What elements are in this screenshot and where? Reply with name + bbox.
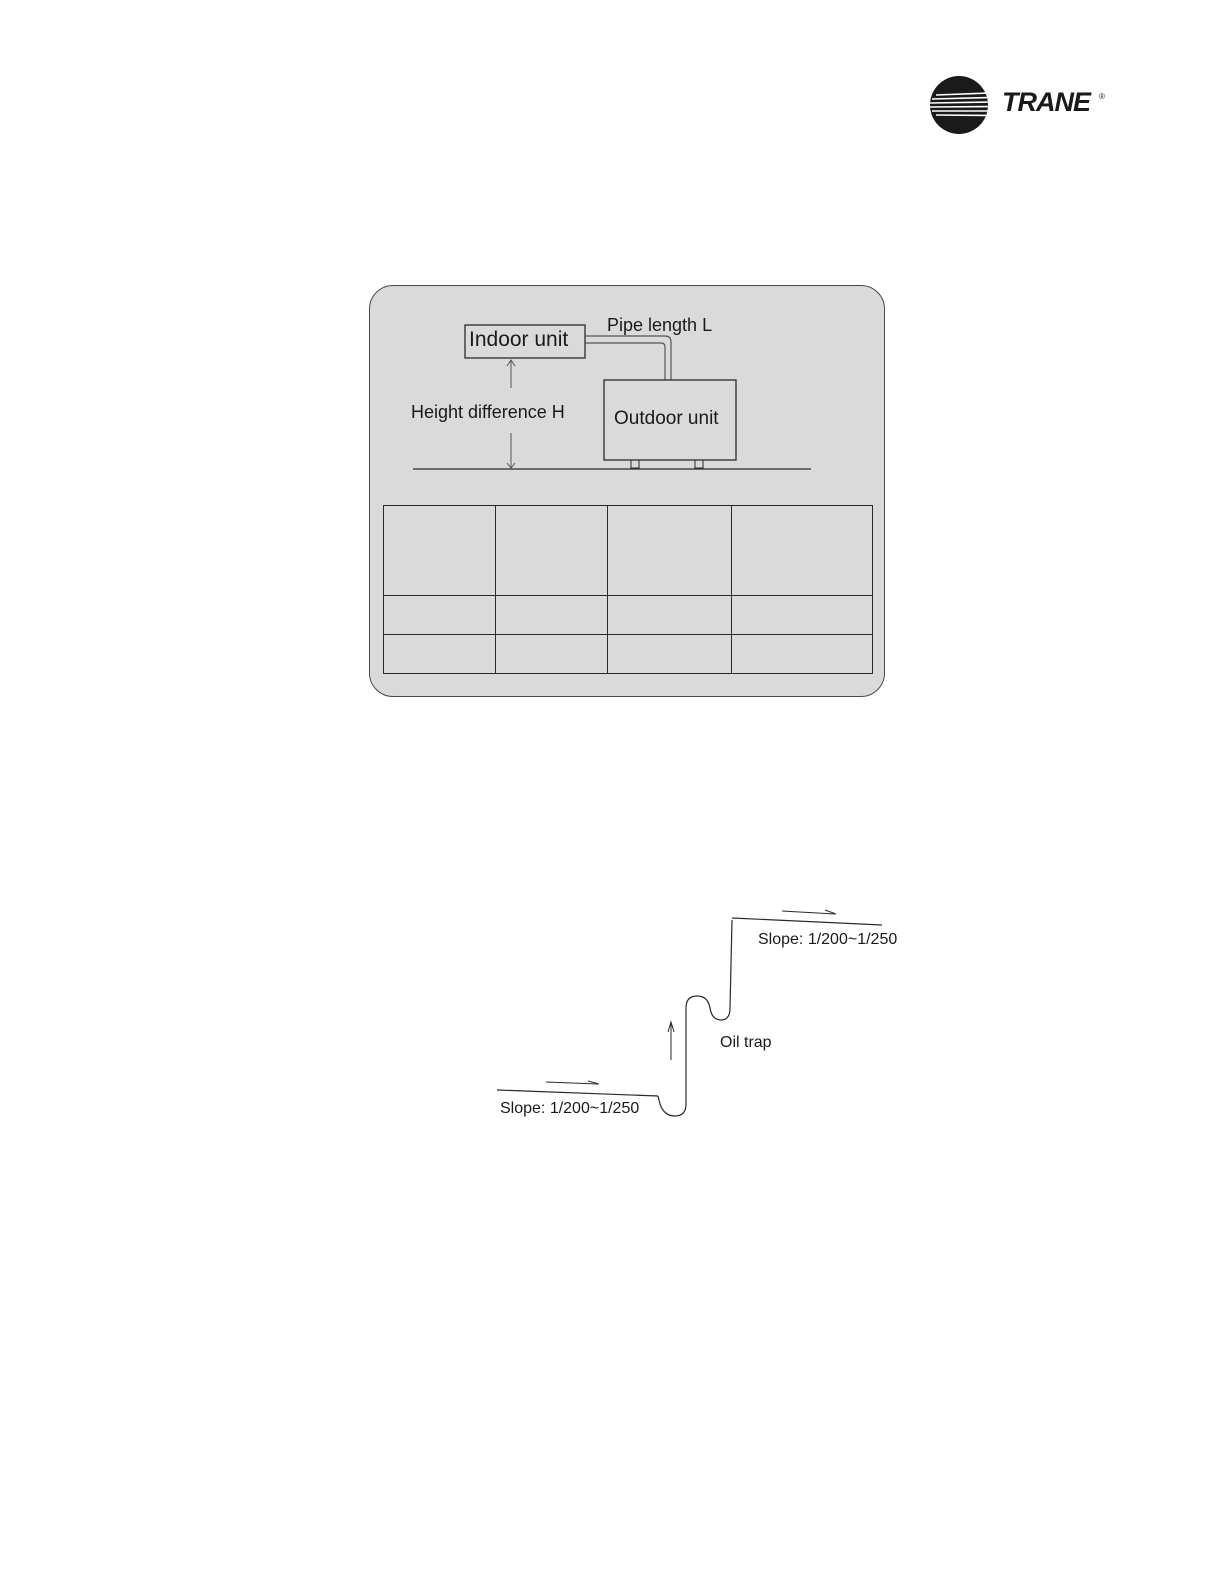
table-header-row (384, 506, 873, 596)
oil-trap-label: Oil trap (720, 1034, 772, 1051)
upper-flow-arrow (782, 911, 835, 914)
table-cell (608, 635, 732, 674)
table-row (384, 635, 873, 674)
table-cell (496, 596, 608, 635)
lower-flow-arrow (546, 1082, 598, 1084)
registered-mark: ® (1099, 92, 1105, 101)
outdoor-unit-foot-right (695, 460, 703, 468)
lower-slope-pipe (497, 1090, 658, 1096)
table-header-cell (496, 506, 608, 596)
table-cell (496, 635, 608, 674)
table-header-cell (732, 506, 873, 596)
table-header-cell (384, 506, 496, 596)
table-cell (732, 596, 873, 635)
table-cell (732, 635, 873, 674)
lower-slope-label: Slope: 1/200~1/250 (500, 1100, 640, 1117)
outdoor-unit-label: Outdoor unit (614, 408, 719, 429)
upper-slope-pipe (732, 918, 882, 925)
table-cell (608, 596, 732, 635)
logo-wordmark: TRANE (1002, 87, 1090, 117)
lower-flow-arrow-head (588, 1081, 599, 1084)
upper-flow-arrow-head (825, 910, 836, 914)
pipe-length-label: Pipe length L (607, 315, 713, 335)
outdoor-unit-foot-left (631, 460, 639, 468)
table-cell (384, 635, 496, 674)
table-row (384, 596, 873, 635)
bottom-u-bend (658, 1008, 686, 1116)
pipe-spec-table (383, 505, 873, 674)
table-cell (384, 596, 496, 635)
height-difference-label: Height difference H (411, 402, 565, 422)
vertical-flow-arrow-head (668, 1022, 674, 1032)
oil-trap-loop (686, 920, 732, 1020)
table-header-cell (608, 506, 732, 596)
indoor-unit-label: Indoor unit (469, 328, 569, 351)
upper-slope-label: Slope: 1/200~1/250 (758, 931, 898, 948)
pipe-line-inner (585, 343, 665, 380)
